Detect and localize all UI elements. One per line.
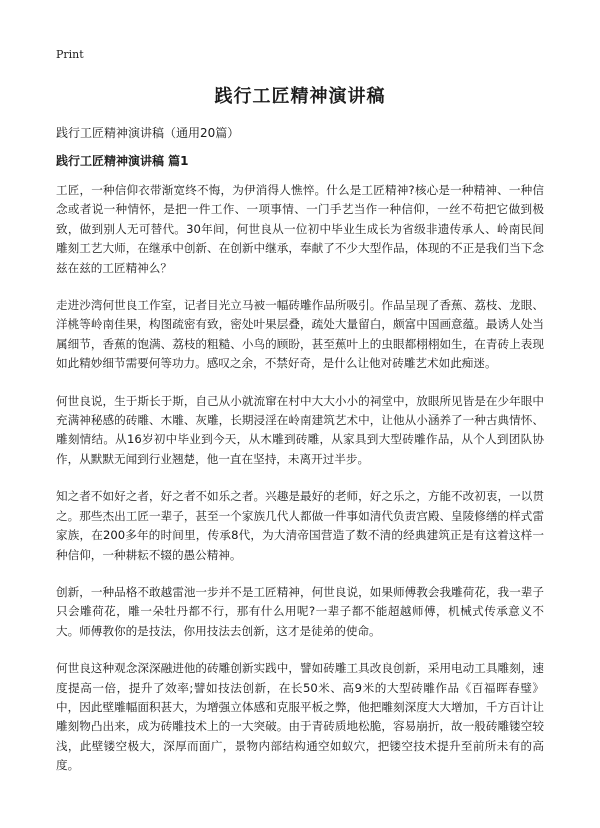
paragraph: 走进沙湾何世良工作室，记者目光立马被一幅砖雕作品所吸引。作品呈现了香蕉、荔枝、龙眼、洋桃等岭南佳果，构图疏密有致，密处叶果层叠，疏处大量留白，颇富中国画意蕴。最诱人处当属细节，香蕉的饱满、荔枝的粗糙、小鸟的顾盼，甚至蕉叶上的虫眼都栩栩如生，在青砖上表现如此精妙细节需要何等功力。感叹之余，不禁好奇，是什么让他对砖雕艺术如此痴迷。 <box>56 298 544 371</box>
page-title: 践行工匠精神演讲稿 <box>214 86 386 107</box>
paragraph: 何世良这种观念深深融进他的砖雕创新实践中，譬如砖雕工具改良创新，采用电动工具雕刻，速度提高一倍，提升了效率;譬如技法创新，在长50米、高9米的大型砖雕作品《百福晖春璧》中，因此壁雕幅面积甚大，为增强立体感和克服平板之弊，他把雕刻深度大大增加，千方百计让雕刻物凸出来，成为砖雕技术上的一大突破。由于青砖质地松脆，容易崩折，故一般砖雕镂空较浅，此壁镂空极大，深厚而面广，景物内部结构通空如蚁穴，把镂空技术提升至前所未有的高度。 <box>56 661 544 773</box>
paragraph: 何世良说，生于斯长于斯，自己从小就流窜在村中大大小小的祠堂中，放眼所见皆是在少年眼中充满神秘感的砖雕、木雕、灰雕，长期浸淫在岭南建筑艺术中，让他从小涵养了一种古典情怀、雕刻情结。从16岁初中毕业到今天，从木雕到砖雕，从家具到大型砖雕作品，从个人到团队协作，从默默无闻到行业翘楚，他一直在坚持，未离开过半步。 <box>56 393 544 466</box>
section-heading: 践行工匠精神演讲稿 篇1 <box>56 154 189 168</box>
paragraph: 工匠，一种信仰衣带渐宽终不悔，为伊消得人憔悴。什么是工匠精神?核心是一种精神、一种信念或者说一种情怀，是把一件工作、一项事情、一门手艺当作一种信仰，一丝不苟把它做到极致，做到别人无可替代。30年间，何世良从一位初中毕业生成长为省级非遗传承人、岭南民间雕刻工艺大师，在继承中创新、在创新中继承，奉献了不少大型作品，体现的不正是我们当下念兹在兹的工匠精神么？ <box>56 183 544 275</box>
paragraph: 创新，一种品格不敢越雷池一步并不是工匠精神，何世良说，如果师傅教会我雕荷花，我一辈子只会雕荷花，雕一朵牡丹都不行，那有什么用呢?一辈子都不能超越师傅，机械式传承意义不大。师傅教你的是技法，你用技法去创新，这才是徒弟的使命。 <box>56 584 544 638</box>
article-body <box>56 181 544 794</box>
document-subtitle: 践行工匠精神演讲稿（通用20篇） <box>56 126 240 140</box>
paragraph: 知之者不如好之者，好之者不如乐之者。兴趣是最好的老师，好之乐之，方能不改初衷，一以贯之。那些杰出工匠一辈子，甚至一个家族几代人都做一件事如清代负责宫殿、皇陵修缮的样式雷家族，在200多年的时间里，传承8代，为大清帝国营造了数不清的经典建筑正是有这着这样一种信仰，一种耕耘不辍的愚公精神。 <box>56 489 544 562</box>
print-link[interactable]: Print <box>56 48 84 61</box>
